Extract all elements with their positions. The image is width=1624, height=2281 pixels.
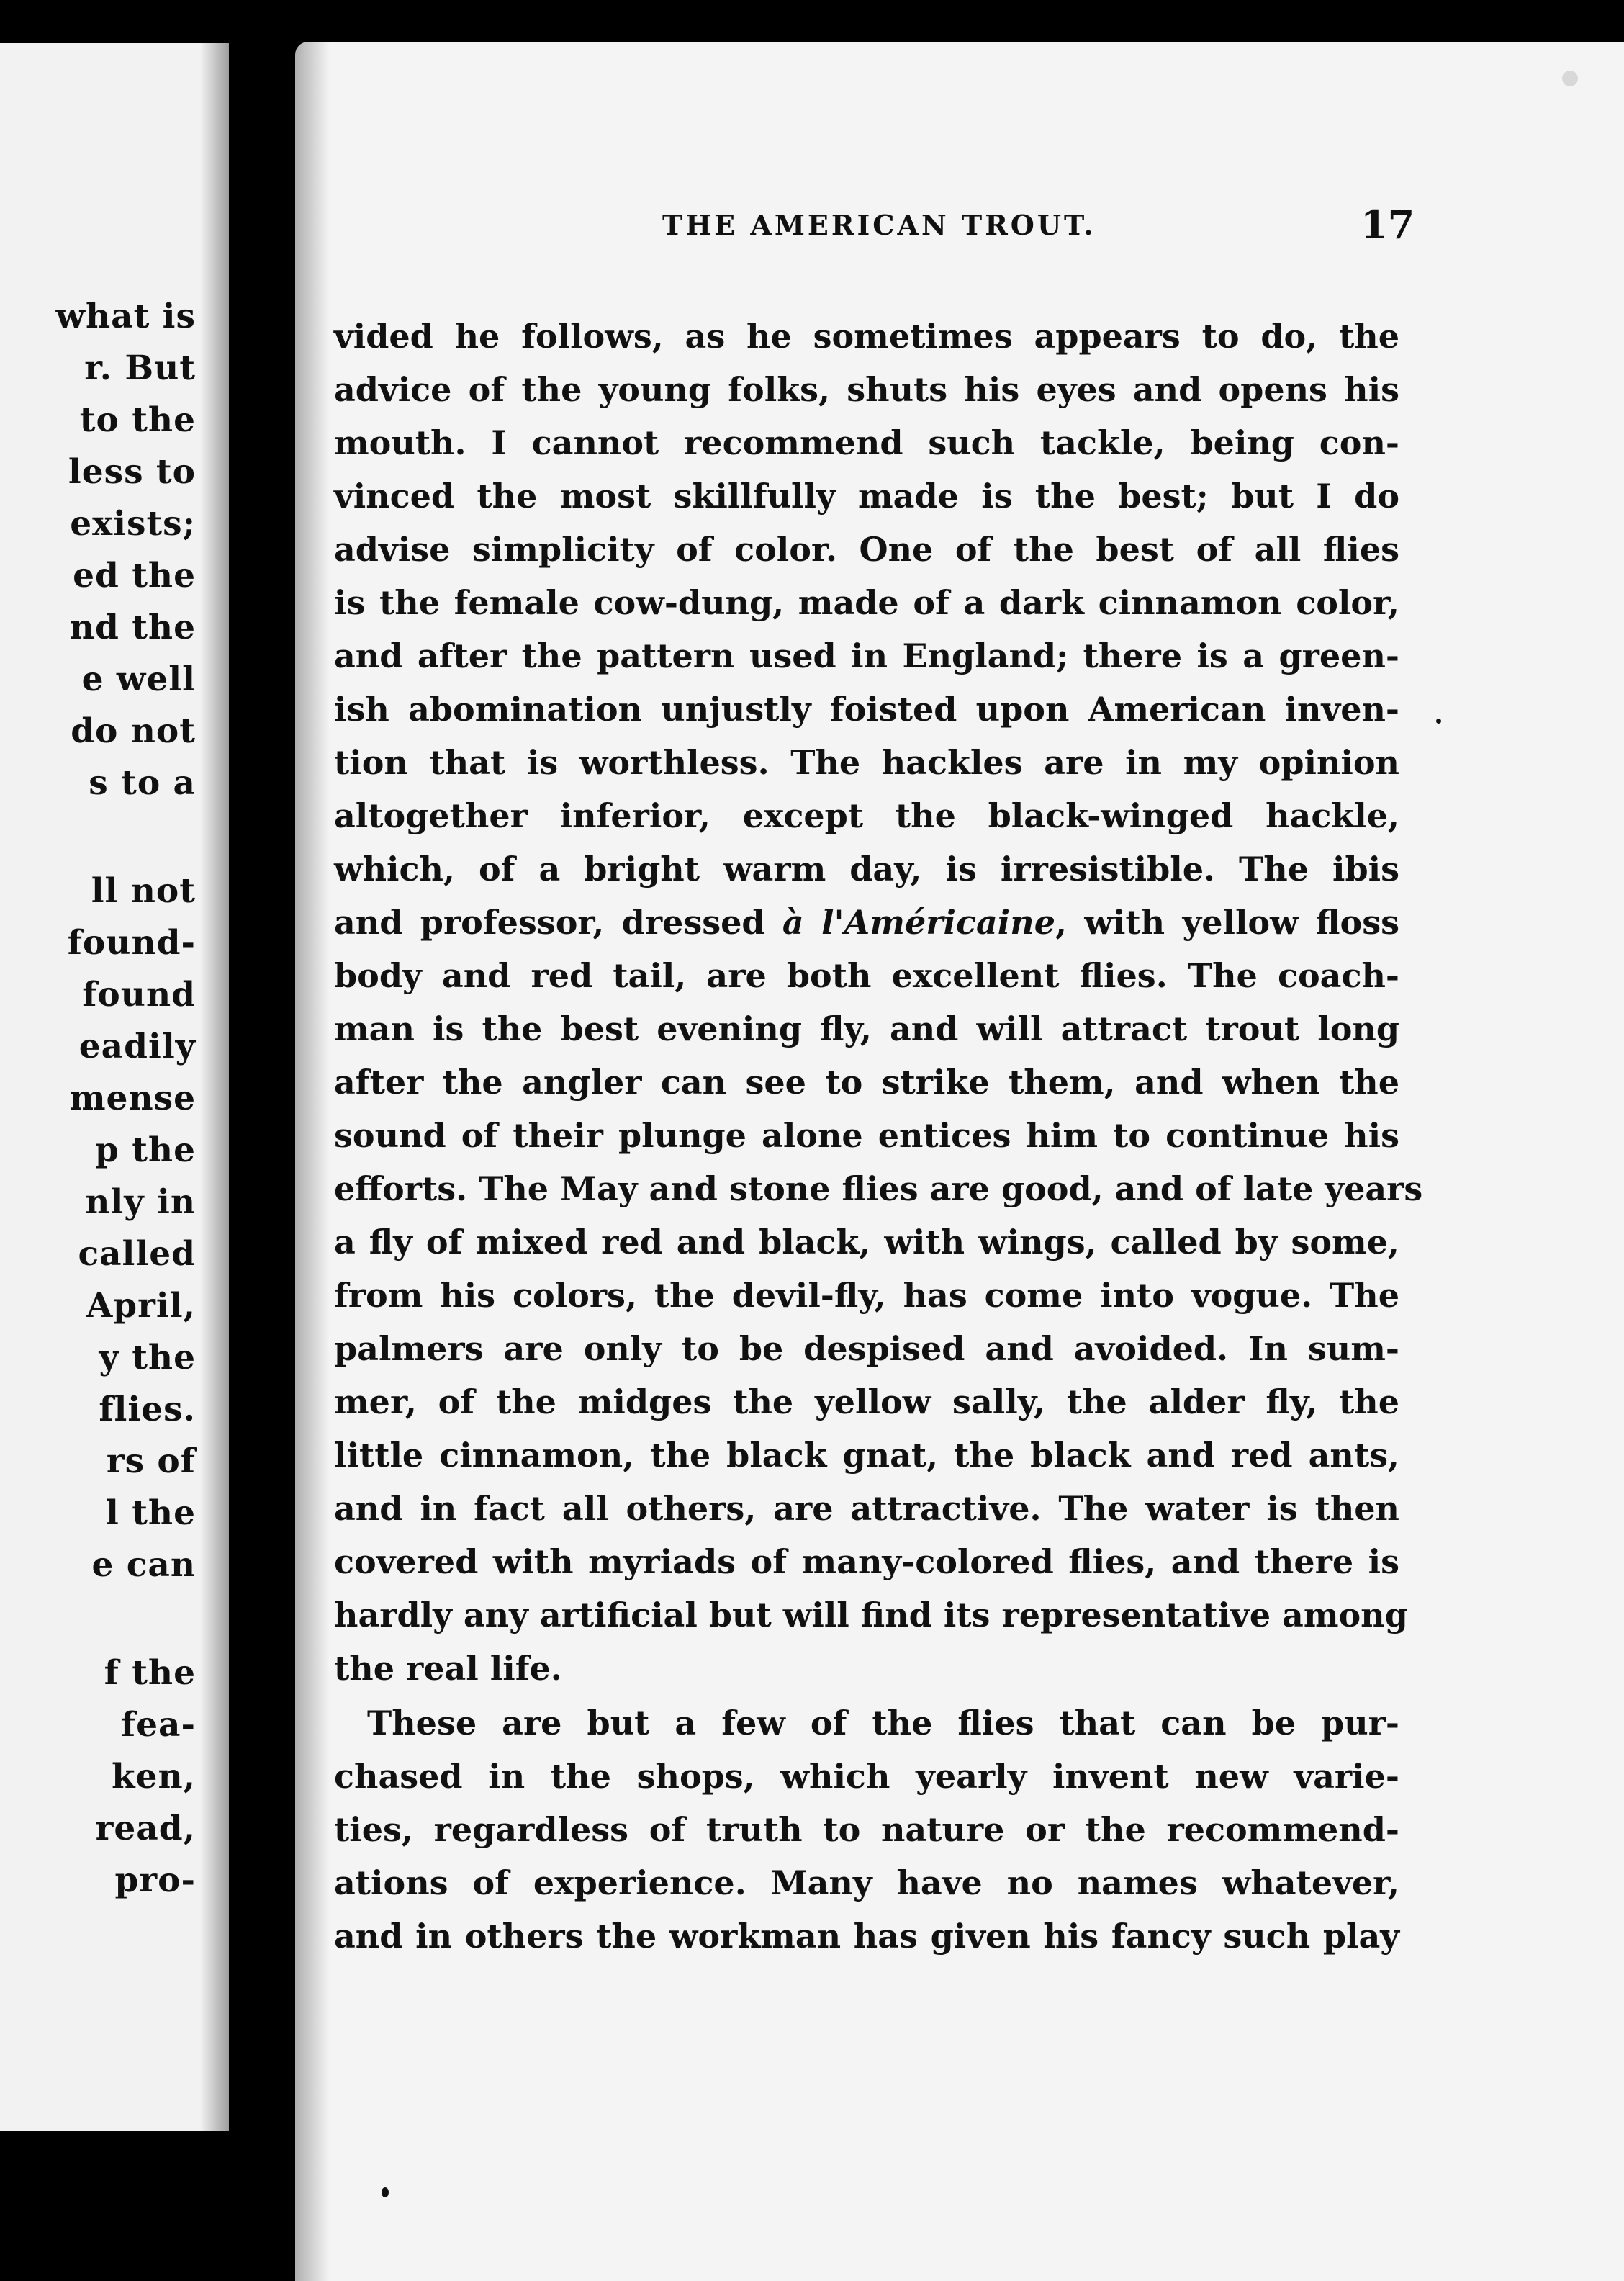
- text-line: ties, regardless of truth to nature or the recommend-: [334, 1810, 1399, 1849]
- text-line: covered with myriads of many-colored flies, and there is: [334, 1542, 1399, 1581]
- left-line: pro-: [114, 1861, 196, 1900]
- text-line: which, of a bright warm day, is irresistible. The ibis: [334, 850, 1399, 888]
- left-line: less to: [68, 452, 196, 492]
- page-number: 17: [1361, 202, 1415, 248]
- left-line: flies.: [99, 1390, 196, 1429]
- scan-speck: [1436, 719, 1441, 724]
- left-line: to the: [79, 400, 196, 440]
- left-line: read,: [95, 1809, 196, 1848]
- left-line: p the: [94, 1130, 196, 1170]
- left-page-shadow: [200, 43, 229, 2131]
- text-line: ish abomination unjustly foisted upon American inven-: [334, 690, 1399, 729]
- left-line: found: [82, 975, 196, 1014]
- left-line: what is: [55, 297, 196, 336]
- text-line: mouth. I cannot recommend such tackle, being con-: [334, 423, 1399, 462]
- scan-speck: [1562, 71, 1578, 86]
- left-line: called: [78, 1234, 196, 1274]
- text-line: man is the best evening fly, and will attract trout long: [334, 1009, 1399, 1048]
- text-line: advice of the young folks, shuts his eyes and opens his: [334, 370, 1399, 409]
- left-line: e well: [81, 660, 196, 699]
- running-head: THE AMERICAN TROUT.: [662, 209, 1096, 241]
- text-line: advise simplicity of color. One of the best of all flies: [334, 530, 1399, 569]
- italic-phrase: à l'Américaine: [782, 903, 1055, 942]
- text-line: little cinnamon, the black gnat, the black and red ants,: [334, 1436, 1399, 1475]
- text-line: palmers are only to be despised and avoided. In sum-: [334, 1329, 1399, 1368]
- text-line: efforts. The May and stone flies are good, and of late years: [334, 1169, 1423, 1208]
- gutter-shadow: [295, 42, 330, 2281]
- book-page: [295, 42, 1624, 2281]
- text-line: sound of their plunge alone entices him to continue his: [334, 1116, 1399, 1155]
- text-line: is the female cow-dung, made of a dark cinnamon color,: [334, 583, 1399, 622]
- text-line: ations of experience. Many have no names whatever,: [334, 1863, 1399, 1902]
- text-line: vided he follows, as he sometimes appears to do, the: [334, 317, 1399, 356]
- text-line: tion that is worthless. The hackles are in my opinion: [334, 743, 1399, 782]
- scan-speck: [382, 2187, 389, 2197]
- left-line: eadily: [78, 1027, 196, 1066]
- text-line: a fly of mixed red and black, with wings, called by some,: [334, 1223, 1399, 1261]
- text-line: hardly any artificial but will find its representative among: [334, 1596, 1408, 1634]
- text-line: chased in the shops, which yearly invent new varie-: [334, 1757, 1399, 1796]
- left-line: ed the: [73, 556, 196, 595]
- text-line: altogether inferior, except the black-winged hackle,: [334, 796, 1399, 835]
- left-line: f the: [104, 1653, 196, 1693]
- text-line: and professor, dressed à l'Américaine, with yellow floss: [334, 903, 1399, 942]
- text-line: body and red tail, are both excellent flies. The coach-: [334, 956, 1399, 995]
- left-line: r. But: [84, 348, 196, 388]
- text-line: after the angler can see to strike them, and when the: [334, 1063, 1399, 1102]
- text-line: from his colors, the devil-fly, has come into vogue. The: [334, 1276, 1399, 1315]
- left-line: mense: [69, 1079, 196, 1118]
- text-line: and in others the workman has given his fancy such play: [334, 1917, 1399, 1956]
- left-line: do not: [71, 711, 196, 751]
- left-line: fea-: [120, 1705, 196, 1745]
- left-line: found-: [67, 923, 196, 963]
- left-line: ll not: [91, 871, 196, 911]
- left-line: exists;: [70, 504, 196, 544]
- left-line: nly in: [85, 1182, 196, 1222]
- left-line: y the: [99, 1338, 196, 1377]
- left-line: s to a: [89, 763, 196, 803]
- text-line: These are but a few of the flies that can be pur-: [367, 1704, 1399, 1742]
- text-line: mer, of the midges the yellow sally, the alder fly, the: [334, 1382, 1399, 1421]
- left-line: nd the: [69, 608, 196, 647]
- text-line: the real life.: [334, 1649, 562, 1688]
- left-line: ken,: [111, 1757, 196, 1796]
- left-line: l the: [105, 1493, 196, 1533]
- left-line: April,: [86, 1286, 196, 1326]
- text-line: vinced the most skillfully made is the best; but I do: [334, 477, 1399, 516]
- left-facing-page: [0, 43, 229, 2131]
- text-line: and in fact all others, are attractive. The water is then: [334, 1489, 1399, 1528]
- text-line: and after the pattern used in England; there is a green-: [334, 636, 1399, 675]
- left-line: rs of: [106, 1441, 196, 1481]
- left-line: e can: [91, 1545, 196, 1585]
